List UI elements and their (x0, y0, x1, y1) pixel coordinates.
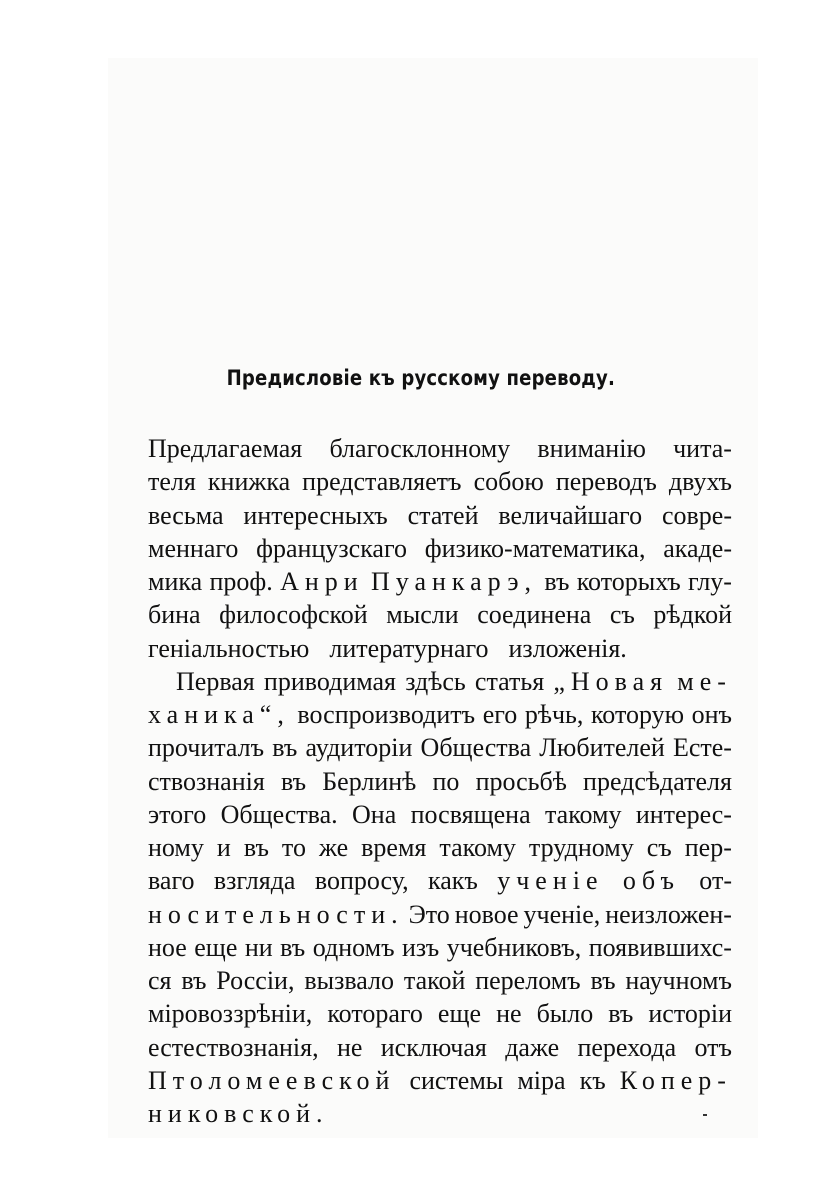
text-line: прочиталъ въ аудиторіи Общества Любителей Есте- (148, 733, 732, 763)
text-line: этого Общества. Она посвящена такому интерес- (148, 799, 732, 829)
text-line: Первая приводимая здѣсь статья „Новая ме- (176, 666, 732, 696)
preface-heading: Предисловіе къ русскому переводу. (226, 366, 616, 390)
text-line: Птоломеевской системы міра къ Копер- (148, 1065, 732, 1095)
page-mark (703, 1114, 707, 1116)
text-line: носительности. Это новое ученіе, неизложен- (148, 899, 732, 929)
text-line: ствознанія въ Берлинѣ по просьбѣ предсѣдателя (148, 766, 732, 796)
text-line: бина философской мысли соединена съ рѣдкой (148, 600, 732, 630)
text-line: ханика“, воспроизводитъ его рѣчь, которую онъ (148, 700, 732, 729)
text-line: весьма интересныхъ статей величайшаго совре- (148, 500, 732, 530)
text-line: міровоззрѣніи, котораго еще не было въ исторіи (148, 999, 732, 1029)
text-line: мика проф. Анри Пуанкарэ, въ которыхъ глу- (148, 567, 732, 596)
text-line: меннаго французскаго физико-математика, акаде- (148, 533, 732, 563)
text-line: ся въ Россіи, вызвало такой переломъ въ научномъ (148, 966, 732, 995)
text-line: ное еще ни въ одномъ изъ учебниковъ, появившихс- (148, 932, 732, 962)
preface-body (148, 432, 732, 1130)
text-line: геніальностью литературнаго изложенія. (148, 633, 627, 663)
text-line: естествознанія, не исключая даже перехода отъ (148, 1032, 732, 1062)
text-line: ному и въ то же время такому трудному съ пер- (148, 833, 732, 862)
text-line: теля книжка представляетъ собою переводъ двухъ (148, 467, 732, 497)
text-line: ваго взгляда вопросу, какъ ученіе объ от- (148, 866, 732, 896)
text-line: Предлагаемая благосклонному вниманію чита- (148, 434, 732, 463)
text-line: никовской. (148, 1099, 329, 1128)
